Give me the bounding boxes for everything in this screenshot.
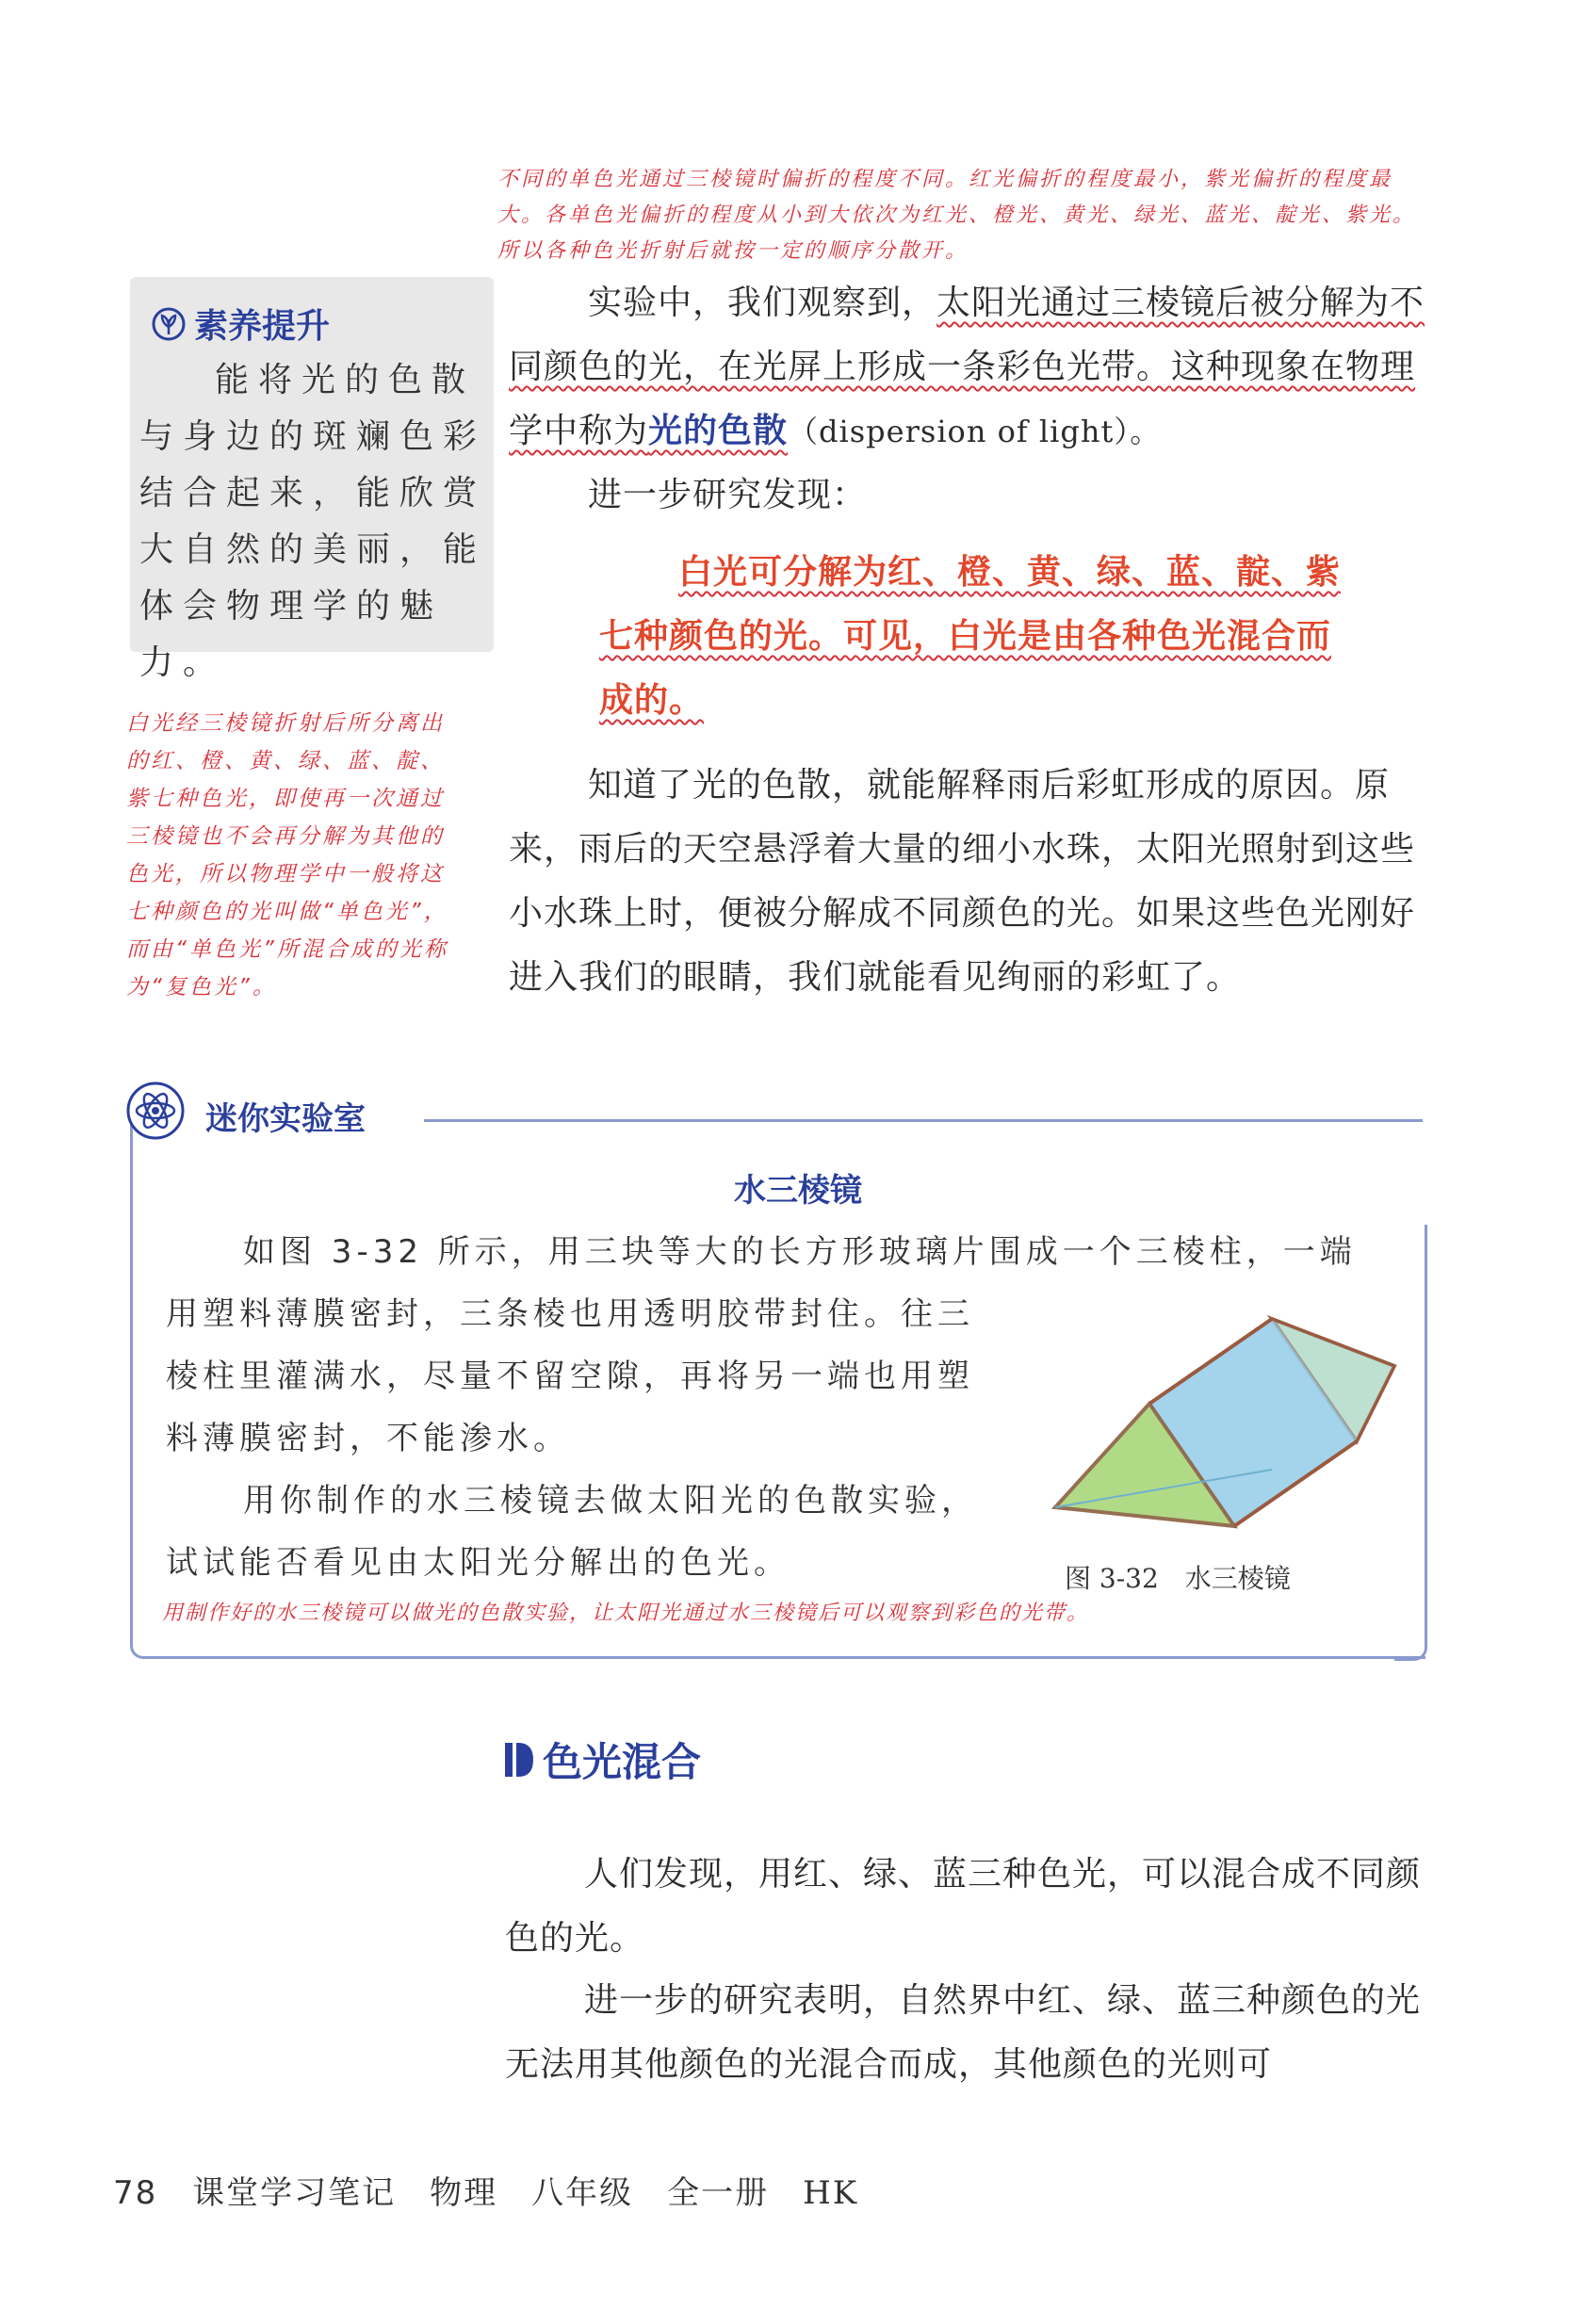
- white-light-conclusion: 白光可分解为红、橙、黄、绿、蓝、靛、紫七种颜色的光。可见，白光是由各种色光混合而成的。: [599, 553, 1342, 720]
- paragraph-dispersion: [509, 271, 1432, 463]
- paragraph-further-research: 进一步研究发现：: [588, 476, 868, 514]
- paragraph-dispersion-intro: 实验中，我们观察到，: [588, 284, 937, 322]
- paragraph-rainbow: 知道了光的色散，就能解释雨后彩虹形成的原因。原来，雨后的天空悬浮着大量的细小水珠，太阳光照射到这些小水珠上时，便被分解成不同颜色的光。如果这些色光刚好进入我们的眼睛，我们就能看见绚丽的彩虹了。: [509, 766, 1416, 997]
- dispersion-definition: 这种现象在物理学中称为: [509, 348, 1416, 450]
- dispersion-observation: 太阳光通过三棱镜后被分解为不同颜色的光，在光屏上形成一条彩色光带。: [509, 284, 1425, 386]
- figure-3-32-caption: 图 3-32 水三棱镜: [1065, 1563, 1291, 1594]
- book-title: 课堂学习笔记 物理 八年级 全一册 HK: [192, 2174, 859, 2212]
- literacy-sidebar-body: 能将光的色散与身边的斑斓色彩结合起来，能欣赏大自然的美丽，能体会物理学的魅力。: [139, 361, 487, 682]
- lab-experiment-task: 用你制作的水三棱镜去做太阳光的色散实验，试试能否看见由太阳光分解出的色光。: [166, 1482, 978, 1582]
- mini-lab-title: 迷你实验室: [205, 1100, 366, 1138]
- literacy-sidebar-title-text: 素养提升: [194, 307, 331, 346]
- atom-icon: [126, 1081, 185, 1140]
- lab-instructions-line1: 如图 3-32 所示，用三块等大的长方形玻璃片围成一个三棱柱，一端: [243, 1233, 1357, 1271]
- mini-lab-header-line: [424, 1119, 1423, 1122]
- paragraph-color-mixing-1: 人们发现，用红、绿、蓝三种色光，可以混合成不同颜色的光。: [505, 1855, 1422, 1958]
- page-number: 78: [113, 2174, 158, 2212]
- side-annotation-note: 白光经三棱镜折射后所分离出的红、橙、黄、绿、蓝、靛、紫七种色光，即使再一次通过三棱镜也不会再分解为其他的色光，所以物理学中一般将这七种颜色的光叫做“单色光”，而由“单色光”所混合成的光称为“复色光”。: [126, 711, 448, 1000]
- section-marker-icon: [505, 1741, 533, 1779]
- color-mixing-heading-text: 色光混合: [543, 1739, 702, 1785]
- paragraph-color-mixing-2: 进一步的研究表明，自然界中红、绿、蓝三种颜色的光无法用其他颜色的光混合而成，其他颜色的光则可: [505, 1981, 1422, 2084]
- page-footer: [113, 2167, 858, 2213]
- dispersion-english-term: （dispersion of light）。: [788, 414, 1162, 449]
- leaf-icon: [151, 306, 187, 342]
- lab-annotation-note: 用制作好的水三棱镜可以做光的色散实验，让太阳光通过水三棱镜后可以观察到彩色的光带。: [162, 1602, 1090, 1625]
- water-prism-subtitle: 水三棱镜: [734, 1172, 862, 1210]
- water-prism-illustration: [1046, 1300, 1423, 1554]
- term-dispersion-of-light: 光的色散: [648, 412, 789, 450]
- lab-instructions-continued: 用塑料薄膜密封，三条棱也用透明胶带封住。往三棱柱里灌满水，尽量不留空隙，再将另一端也用塑料薄膜密封，不能渗水。: [166, 1295, 974, 1457]
- top-annotation-note: 不同的单色光通过三棱镜时偏折的程度不同。红光偏折的程度最小，紫光偏折的程度最大。各单色光偏折的程度从小到大依次为红光、橙光、黄光、绿光、蓝光、靛光、紫光。所以各种色光折射后就按一定的顺序分散开。: [497, 168, 1417, 263]
- color-mixing-heading: [505, 1732, 701, 1788]
- literacy-sidebar-title: [151, 300, 330, 348]
